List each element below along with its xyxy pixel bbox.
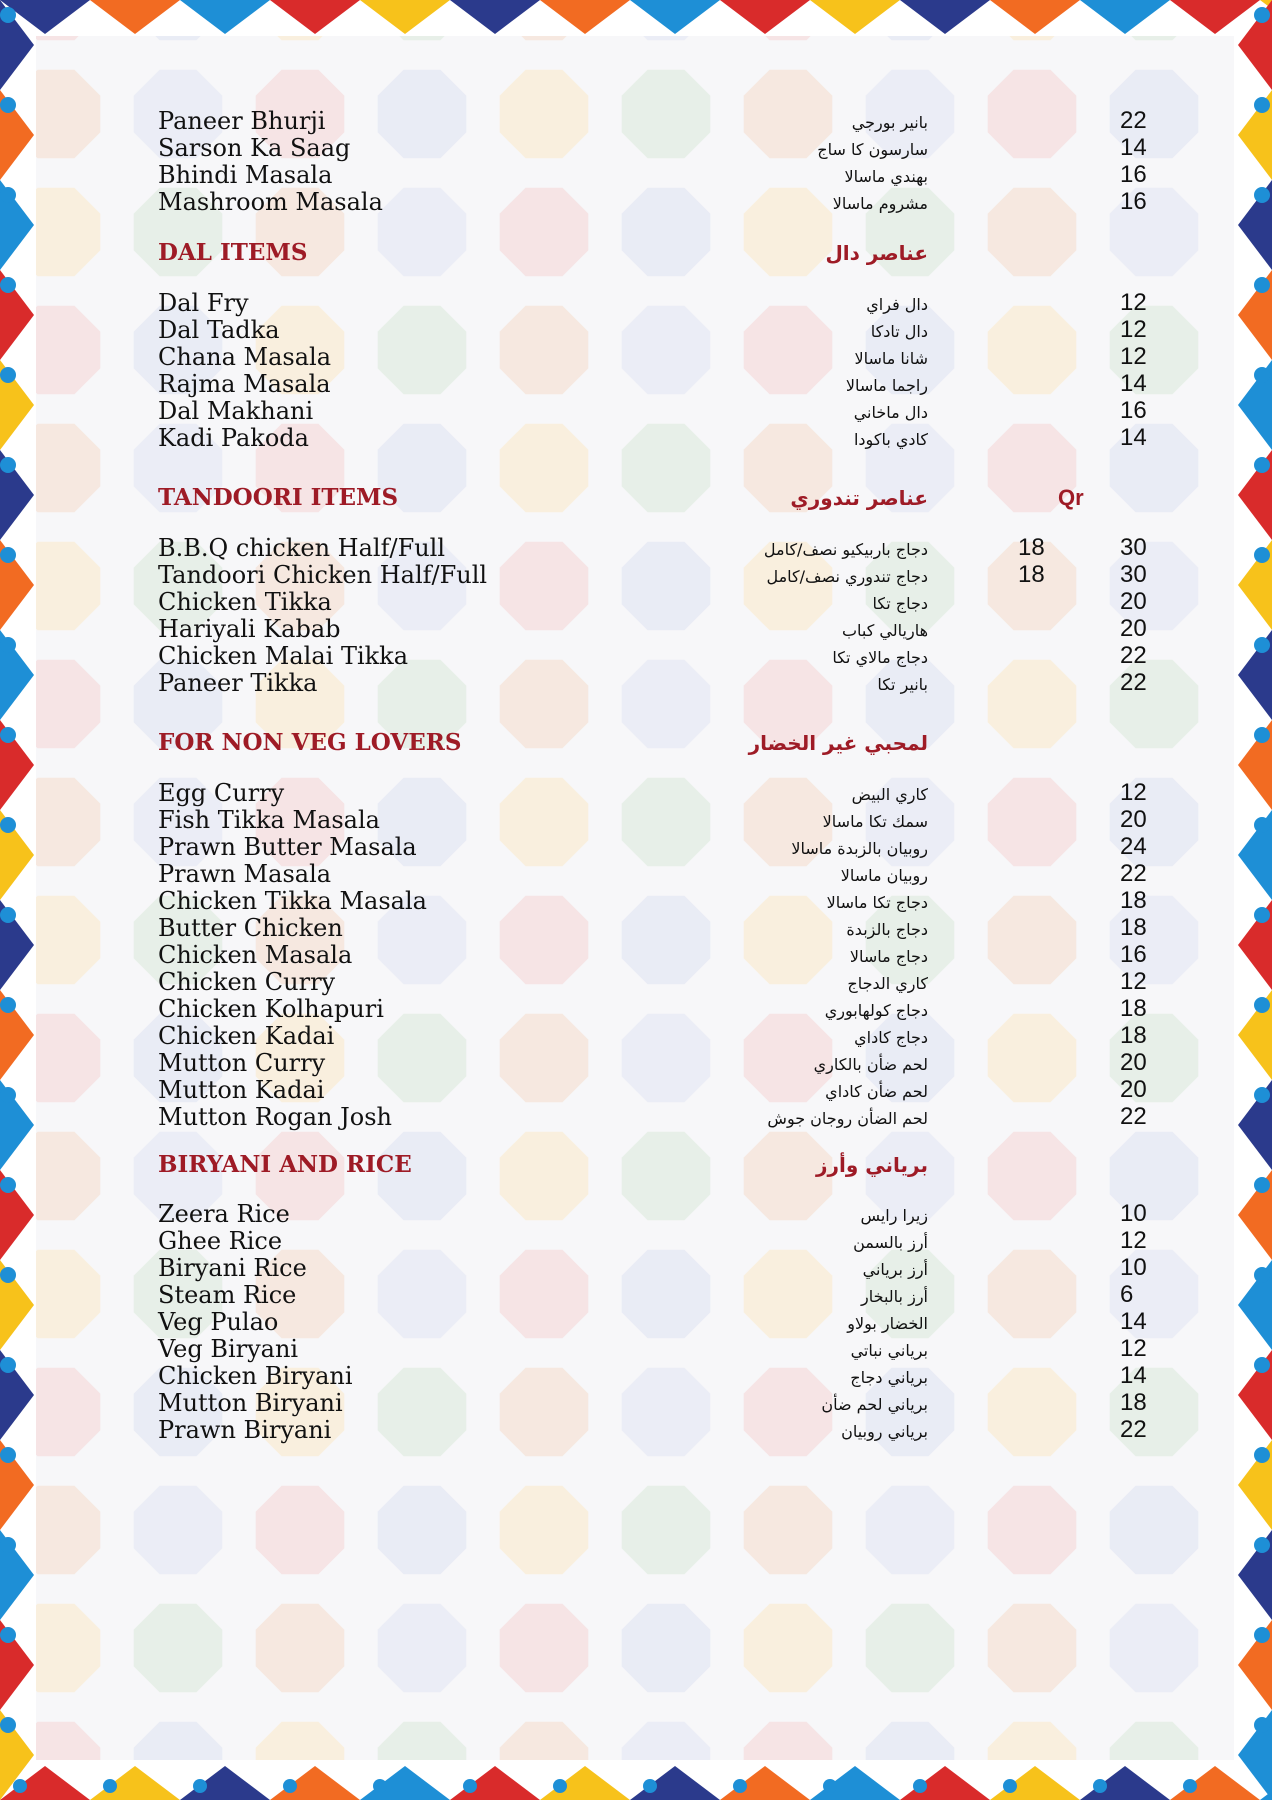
menu-item — [158, 1075, 1158, 1105]
item-price: 10 — [1120, 1200, 1147, 1227]
item-name-ar: كاري البيض — [851, 785, 928, 804]
item-name-en: Mutton Biryani — [158, 1389, 343, 1417]
item-name-en: Zeera Rice — [158, 1200, 290, 1228]
item-half-price: 18 — [1018, 561, 1045, 588]
item-name-ar: بهندي ماسالا — [844, 167, 928, 186]
menu-item — [158, 160, 1158, 190]
border-dot — [1254, 1267, 1270, 1283]
menu-item — [158, 1048, 1158, 1078]
item-name-en: Butter Chicken — [158, 914, 343, 942]
item-price: 20 — [1120, 1049, 1147, 1076]
menu-item — [158, 967, 1158, 997]
section-header — [158, 236, 1158, 270]
menu-item — [158, 1280, 1158, 1310]
border-dot — [1254, 457, 1270, 473]
border-dot — [1254, 97, 1270, 113]
menu-item — [158, 423, 1158, 453]
item-price: 18 — [1120, 1022, 1147, 1049]
section-header — [158, 481, 1158, 515]
border-dot — [0, 907, 16, 923]
section-title-ar: عناصر تندوري — [790, 486, 928, 510]
menu-item — [158, 1021, 1158, 1051]
item-price: 14 — [1120, 370, 1147, 397]
border-dot — [733, 1779, 747, 1793]
currency-label: Qr — [1058, 485, 1084, 510]
item-name-ar: زيرا رايس — [860, 1206, 928, 1225]
item-name-en: Paneer Tikka — [158, 669, 318, 697]
item-price: 30 — [1120, 561, 1147, 588]
border-dot — [1254, 727, 1270, 743]
border-dot — [1254, 1357, 1270, 1373]
menu-item — [158, 1388, 1158, 1418]
menu-item — [158, 106, 1158, 136]
item-price: 18 — [1120, 1389, 1147, 1416]
item-name-en: Mutton Curry — [158, 1049, 326, 1077]
item-name-en: Chicken Kolhapuri — [158, 995, 384, 1023]
border-dot — [1254, 1717, 1270, 1733]
section-title-en: FOR NON VEG LOVERS — [158, 729, 462, 756]
item-name-en: B.B.Q chicken Half/Full — [158, 534, 446, 562]
item-name-en: Mashroom Masala — [158, 188, 383, 216]
item-name-en: Chicken Tikka Masala — [158, 887, 427, 915]
item-price: 20 — [1120, 1076, 1147, 1103]
item-name-ar: الخضار بولاو — [847, 1314, 928, 1333]
menu-item — [158, 805, 1158, 835]
menu-item — [158, 641, 1158, 671]
item-name-ar: برياني نباتي — [850, 1341, 928, 1360]
item-name-en: Chicken Curry — [158, 968, 336, 996]
border-dot — [0, 1357, 16, 1373]
menu-item — [158, 133, 1158, 163]
section-header — [158, 1148, 1158, 1182]
section-title-ar: برياني وأرز — [816, 1153, 928, 1177]
border-dot — [0, 1447, 16, 1463]
item-name-en: Dal Tadka — [158, 316, 280, 344]
border-dot — [0, 1087, 16, 1103]
menu-item — [158, 1334, 1158, 1364]
menu-item — [158, 396, 1158, 426]
item-price: 16 — [1120, 188, 1147, 215]
item-price: 12 — [1120, 779, 1147, 806]
border-dot — [0, 1267, 16, 1283]
border-dot — [1254, 1537, 1270, 1553]
border-dot — [0, 547, 16, 563]
item-name-ar: دجاج تكا ماسالا — [826, 893, 928, 912]
item-name-en: Chicken Masala — [158, 941, 353, 969]
item-name-ar: دجاج باربيكيو نصف/كامل — [763, 540, 928, 559]
item-price: 14 — [1120, 1362, 1147, 1389]
border-dot — [1254, 1087, 1270, 1103]
item-price: 22 — [1120, 669, 1147, 696]
item-name-ar: دجاج تندوري نصف/كامل — [766, 567, 928, 586]
border-dot — [643, 1779, 657, 1793]
item-name-en: Dal Makhani — [158, 397, 314, 425]
item-name-en: Mutton Rogan Josh — [158, 1103, 392, 1131]
section-title-ar: لمحبي غير الخضار — [748, 731, 928, 755]
border-dot — [1254, 1627, 1270, 1643]
item-name-en: Ghee Rice — [158, 1227, 283, 1255]
item-name-ar: لحم الضأن روجان جوش — [767, 1109, 928, 1128]
border-dot — [0, 727, 16, 743]
border-dot — [1254, 1177, 1270, 1193]
border-dot — [103, 1779, 117, 1793]
border-dot — [823, 1779, 837, 1793]
item-name-en: Sarson Ka Saag — [158, 134, 351, 162]
border-dot — [1254, 187, 1270, 203]
item-name-en: Chicken Tikka — [158, 588, 332, 616]
menu-item — [158, 1226, 1158, 1256]
item-price: 22 — [1120, 1103, 1147, 1130]
item-name-ar: برياني لحم ضأن — [821, 1395, 928, 1414]
border-dot — [463, 1779, 477, 1793]
item-name-en: Mutton Kadai — [158, 1076, 325, 1104]
item-price: 10 — [1120, 1254, 1147, 1281]
border-dot — [1254, 1447, 1270, 1463]
item-price: 20 — [1120, 806, 1147, 833]
item-name-en: Veg Biryani — [158, 1335, 299, 1363]
menu-item — [158, 1415, 1158, 1445]
border-dot — [1254, 547, 1270, 563]
item-name-en: Bhindi Masala — [158, 161, 333, 189]
border-dot — [1093, 1779, 1107, 1793]
item-name-en: Chicken Biryani — [158, 1362, 353, 1390]
item-name-en: Chana Masala — [158, 343, 332, 371]
border-dot — [1183, 1779, 1197, 1793]
item-price: 14 — [1120, 424, 1147, 451]
item-price: 18 — [1120, 995, 1147, 1022]
menu-item — [158, 859, 1158, 889]
menu-item — [158, 1199, 1158, 1229]
item-name-en: Prawn Masala — [158, 860, 332, 888]
menu-item — [158, 1102, 1158, 1132]
item-price: 12 — [1120, 316, 1147, 343]
border-dot — [13, 1779, 27, 1793]
item-price: 12 — [1120, 1227, 1147, 1254]
item-name-en: Prawn Butter Masala — [158, 833, 417, 861]
border-dot — [0, 817, 16, 833]
menu-item — [158, 913, 1158, 943]
item-name-en: Hariyali Kabab — [158, 615, 341, 643]
section-title-ar: عناصر دال — [825, 241, 928, 265]
menu-list — [36, 36, 1234, 1760]
menu-item — [158, 668, 1158, 698]
border-dot — [0, 1177, 16, 1193]
item-name-en: Fish Tikka Masala — [158, 806, 380, 834]
item-name-ar: أرز برياني — [862, 1260, 928, 1279]
item-name-ar: مشروم ماسالا — [832, 194, 928, 213]
menu-item — [158, 342, 1158, 372]
border-dot — [0, 7, 16, 23]
border-dot — [0, 1537, 16, 1553]
item-name-ar: دجاج ماسالا — [849, 947, 928, 966]
item-price: 22 — [1120, 107, 1147, 134]
border-dot — [1254, 277, 1270, 293]
item-name-en: Egg Curry — [158, 779, 285, 807]
border-dot — [1254, 907, 1270, 923]
item-name-en: Dal Fry — [158, 289, 249, 317]
item-name-en: Paneer Bhurji — [158, 107, 326, 135]
item-name-ar: دجاج كولهابوري — [824, 1001, 928, 1020]
item-name-ar: راجما ماسالا — [845, 376, 928, 395]
border-dot — [1003, 1779, 1017, 1793]
menu-item — [158, 560, 1158, 590]
item-name-en: Veg Pulao — [158, 1308, 279, 1336]
item-price: 14 — [1120, 1308, 1147, 1335]
border-dot — [0, 277, 16, 293]
border-dot — [0, 367, 16, 383]
item-name-ar: دال فراي — [866, 295, 928, 314]
item-price: 12 — [1120, 289, 1147, 316]
menu-item — [158, 587, 1158, 617]
item-name-ar: دجاج بالزبدة — [846, 920, 928, 939]
border-dot — [0, 187, 16, 203]
item-price: 22 — [1120, 860, 1147, 887]
item-price: 20 — [1120, 588, 1147, 615]
border-dot — [553, 1779, 567, 1793]
item-name-ar: دجاج مالاي تكا — [832, 648, 928, 667]
item-name-ar: كادي باكودا — [853, 430, 928, 449]
item-name-en: Kadi Pakoda — [158, 424, 309, 452]
item-name-ar: روبيان بالزبدة ماسالا — [791, 839, 928, 858]
border-dot — [1254, 637, 1270, 653]
item-name-ar: سارسون كا ساج — [817, 140, 928, 159]
item-name-ar: دجاج تكا — [872, 594, 928, 613]
item-name-en: Steam Rice — [158, 1281, 297, 1309]
item-name-en: Tandoori Chicken Half/Full — [158, 561, 488, 589]
item-name-ar: دال تادكا — [870, 322, 928, 341]
item-name-ar: برياني روبيان — [841, 1422, 928, 1441]
border-dot — [0, 637, 16, 653]
item-name-ar: دجاج كاداي — [854, 1028, 928, 1047]
menu-item — [158, 533, 1158, 563]
item-price: 30 — [1120, 534, 1147, 561]
border-dot — [0, 997, 16, 1013]
section-title-en: DAL ITEMS — [158, 239, 308, 266]
item-price: 12 — [1120, 1335, 1147, 1362]
item-price: 24 — [1120, 833, 1147, 860]
menu-item — [158, 886, 1158, 916]
item-name-ar: سمك تكا ماسالا — [822, 812, 928, 831]
section-title-en: TANDOORI ITEMS — [158, 484, 399, 511]
menu-item — [158, 1307, 1158, 1337]
item-price: 6 — [1120, 1281, 1134, 1308]
item-name-en: Chicken Malai Tikka — [158, 642, 409, 670]
border-dot — [0, 457, 16, 473]
item-name-ar: كاري الدجاج — [847, 974, 928, 993]
item-price: 16 — [1120, 941, 1147, 968]
border-dot — [0, 1627, 16, 1643]
item-name-ar: هاريالي كباب — [841, 621, 928, 640]
border-dot — [1254, 817, 1270, 833]
item-half-price: 18 — [1018, 534, 1045, 561]
item-price: 22 — [1120, 1416, 1147, 1443]
item-name-ar: بانير بورجي — [851, 113, 928, 132]
border-dot — [1254, 367, 1270, 383]
section-title-en: BIRYANI AND RICE — [158, 1151, 412, 1178]
item-name-ar: بانير تكا — [877, 675, 928, 694]
item-price: 18 — [1120, 887, 1147, 914]
item-name-en: Chicken Kadai — [158, 1022, 335, 1050]
menu-item — [158, 1253, 1158, 1283]
border-dot — [0, 1717, 16, 1733]
item-price: 20 — [1120, 615, 1147, 642]
item-price: 14 — [1120, 134, 1147, 161]
menu-item — [158, 994, 1158, 1024]
item-name-ar: لحم ضأن بالكاري — [813, 1055, 928, 1074]
item-price: 12 — [1120, 968, 1147, 995]
menu-item — [158, 288, 1158, 318]
item-name-ar: شانا ماسالا — [854, 349, 928, 368]
item-name-ar: لحم ضأن كاداي — [825, 1082, 928, 1101]
menu-item — [158, 778, 1158, 808]
item-price: 22 — [1120, 642, 1147, 669]
menu-item — [158, 187, 1158, 217]
item-name-en: Biryani Rice — [158, 1254, 307, 1282]
border-dot — [373, 1779, 387, 1793]
border-dot — [1254, 7, 1270, 23]
item-price: 18 — [1120, 914, 1147, 941]
item-name-en: Prawn Biryani — [158, 1416, 332, 1444]
menu-item — [158, 614, 1158, 644]
item-name-ar: برياني دجاج — [850, 1368, 928, 1387]
border-dot — [283, 1779, 297, 1793]
border-dot — [913, 1779, 927, 1793]
menu-item — [158, 1361, 1158, 1391]
item-name-ar: أرز بالبخار — [861, 1287, 928, 1306]
menu-item — [158, 315, 1158, 345]
menu-item — [158, 832, 1158, 862]
border-dot — [0, 97, 16, 113]
item-name-en: Rajma Masala — [158, 370, 331, 398]
border-dot — [1254, 997, 1270, 1013]
section-header — [158, 726, 1158, 760]
border-dot — [193, 1779, 207, 1793]
item-name-ar: روبيان ماسالا — [840, 866, 928, 885]
item-name-ar: أرز بالسمن — [853, 1233, 928, 1252]
menu-item — [158, 369, 1158, 399]
menu-page — [36, 36, 1234, 1760]
item-price: 12 — [1120, 343, 1147, 370]
menu-item — [158, 940, 1158, 970]
item-price: 16 — [1120, 397, 1147, 424]
item-price: 16 — [1120, 161, 1147, 188]
item-name-ar: دال ماخاني — [853, 403, 928, 422]
